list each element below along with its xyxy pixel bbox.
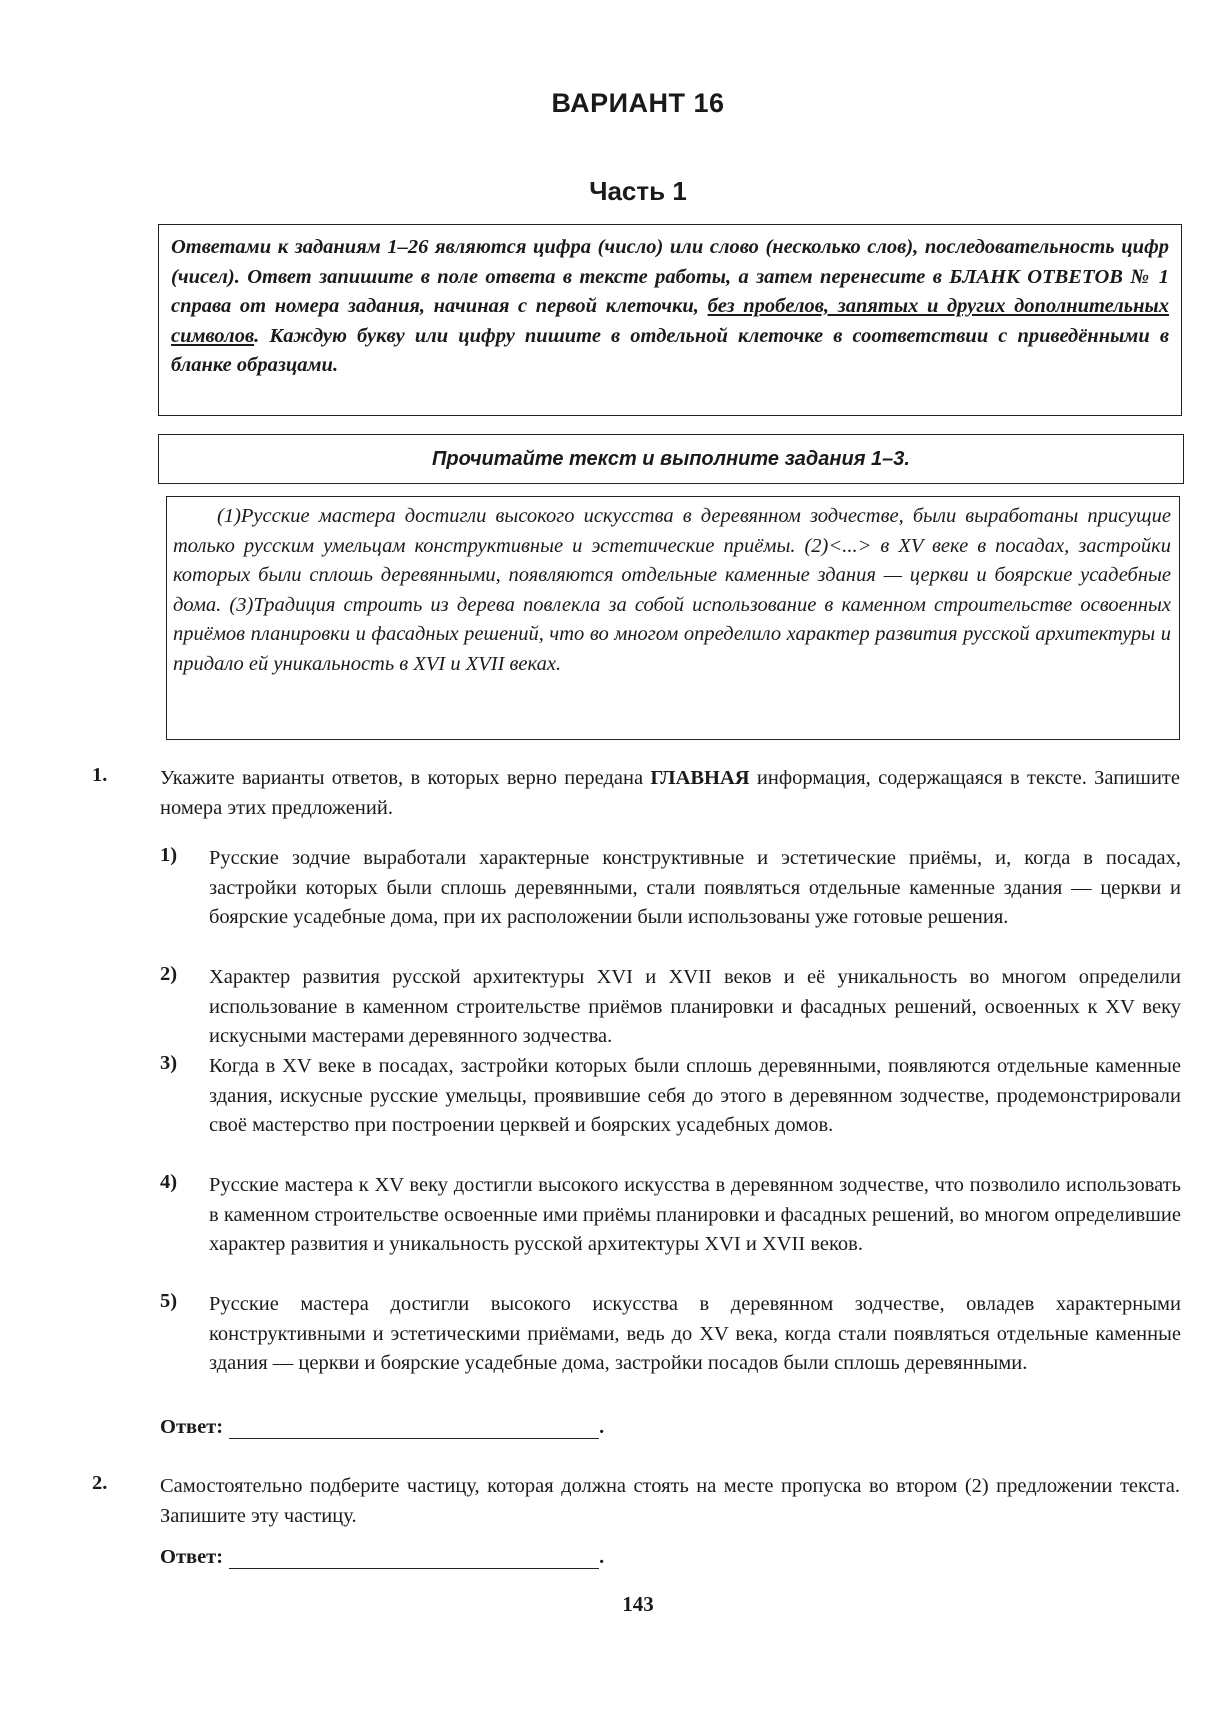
- answer-end: .: [599, 1546, 605, 1568]
- option-text: Русские мастера к XV веку достигли высокого искусства в деревянном зодчестве, что позволило использовать в каменном строительстве освоенные ими приёмы планировки и фасадных решений, во многом определившие характер развития и уникальность русской архитектуры XVI и XVII веков.: [209, 1174, 1181, 1256]
- option-text: Когда в XV веке в посадах, застройки которых были сплошь деревянными, появляются отдельные каменные здания, искусные русские умельцы, проявившие себя до этого в деревянном зодчестве, продемонстрировали своё мастерство при построении церквей и боярских усадебных домов.: [209, 1055, 1181, 1137]
- prompt-bold: ГЛАВНАЯ: [650, 767, 750, 789]
- option-number: 2): [160, 963, 178, 985]
- prompt-text-end: информация, содержащаяся в тексте. Запишите номера этих предложений.: [160, 767, 1180, 819]
- variant-title: ВАРИАНТ 16: [551, 88, 725, 118]
- reading-text: (1)Русские мастера достигли высокого искусства в деревянном зодчестве, были выработаны присущие только русским умельцам конструктивные и эстетические приёмы. (2)<...> в XV веке в посадах, застройки которых были сплошь деревянными, появляются отдельные каменные здания — церкви и боярские усадебные дома. (3)Традиция строить из дерева повлекла за собой использование в каменном строительстве освоенных приёмов планировки и фасадных решений, что во многом определило характер развития русской архитектуры и придало ей уникальность в XVI и XVII веках.: [166, 496, 1180, 740]
- question-number: 1.: [92, 764, 108, 786]
- instructions-box: [158, 224, 1182, 416]
- task-header: [158, 434, 1184, 484]
- option-number: 4): [160, 1171, 178, 1193]
- option-number: 5): [160, 1290, 178, 1312]
- answer-row: [160, 1416, 604, 1439]
- answer-field[interactable]: [229, 1546, 599, 1569]
- prompt-text: Укажите варианты ответов, в которых верно передана: [160, 767, 651, 789]
- page-number: 143: [622, 1592, 654, 1616]
- instructions-text: Ответами к заданиям 1–26 являются цифра (число) или слово (несколько слов), последовательность цифр (чисел). Ответ запишите в поле ответа в тексте работы, а затем перенесите в БЛАНК ОТВЕТОВ № 1 справа от номера задания, начиная с первой клеточки,: [171, 236, 1169, 317]
- question-prompt: Самостоятельно подберите частицу, которая должна стоять на месте пропуска во втором (2) предложении текста. Запишите эту частицу.: [160, 1475, 1180, 1527]
- option-text: Русские зодчие выработали характерные конструктивные и эстетические приёмы, и, когда в посадах, застройки которых были сплошь деревянными, стали появляться отдельные каменные здания — церкви и боярские усадебные дома, при их расположении были использованы уже готовые решения.: [209, 847, 1181, 929]
- question-number: 2.: [92, 1472, 108, 1494]
- option-number: 3): [160, 1052, 178, 1074]
- answer-label: Ответ:: [160, 1416, 224, 1438]
- task-header-text: Прочитайте текст и выполните задания 1–3.: [432, 447, 910, 470]
- instructions-text-end: . Каждую букву или цифру пишите в отдельной клеточке в соответствии с приведёнными в бланке образцами.: [171, 324, 1169, 376]
- question-prompt: [160, 764, 1180, 823]
- answer-label: Ответ:: [160, 1546, 224, 1568]
- option-number: 1): [160, 844, 178, 866]
- part-title: Часть 1: [589, 176, 687, 206]
- answer-field[interactable]: [229, 1416, 599, 1439]
- answer-row: [160, 1546, 604, 1569]
- option-text: Характер развития русской архитектуры XVI и XVII веков и её уникальность во многом определили использование в каменном строительстве приёмов планировки и фасадных решений, освоенных к XV веку искусными мастерами деревянного зодчества.: [209, 966, 1181, 1048]
- option-text: Русские мастера достигли высокого искусства в деревянном зодчестве, овладев характерными конструктивными и эстетическими приёмами, ведь до XV века, когда стали появляться отдельные каменные здания — церкви и боярские усадебные дома, застройки посадов были сплошь деревянными.: [209, 1293, 1181, 1375]
- instructions-underlined: без пробелов, запятых и других дополнительных символов: [171, 295, 1169, 347]
- answer-end: .: [599, 1416, 605, 1438]
